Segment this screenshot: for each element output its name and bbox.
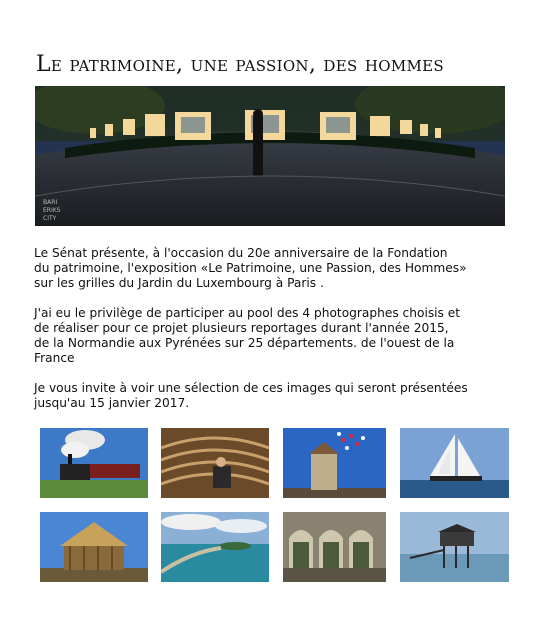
hero-photo-luxembourg-exhibition	[35, 86, 505, 226]
cloister-photo	[283, 512, 386, 582]
thatched-house-photo	[40, 512, 148, 582]
tall-ship-photo	[400, 428, 509, 498]
paragraph-2: J'ai eu le privilège de participer au pool des 4 photographes choisis et de réaliser pour ce projet plusieurs reportages durant l'année 2015, de la Normandie aux Pyrénées sur 25 départements. de l'ouest de la France	[34, 306, 461, 365]
coastal-island-photo	[161, 512, 269, 582]
stilt-house-photo	[400, 512, 509, 582]
steam-train-photo	[40, 428, 148, 498]
balloons-tower-photo	[283, 428, 386, 498]
svg-text:ERIKS: ERIKS	[43, 207, 61, 214]
paragraph-1: Le Sénat présente, à l'occasion du 20e anniversaire de la Fondation du patrimoine, l'exposition «Le Patrimoine, une Passion, des Hommes» sur les grilles du Jardin du Luxembourg à Paris .	[34, 246, 467, 290]
svg-text:CITY: CITY	[43, 215, 57, 222]
boat-building-photo	[161, 428, 269, 498]
page-title: Le patrimoine, une passion, des hommes	[36, 52, 444, 77]
svg-text:BARI: BARI	[43, 199, 58, 206]
paragraph-3: Je vous invite à voir une sélection de ces images qui seront présentées jusqu'au 15 janvier 2017.	[34, 381, 468, 410]
intro-text	[34, 246, 524, 426]
